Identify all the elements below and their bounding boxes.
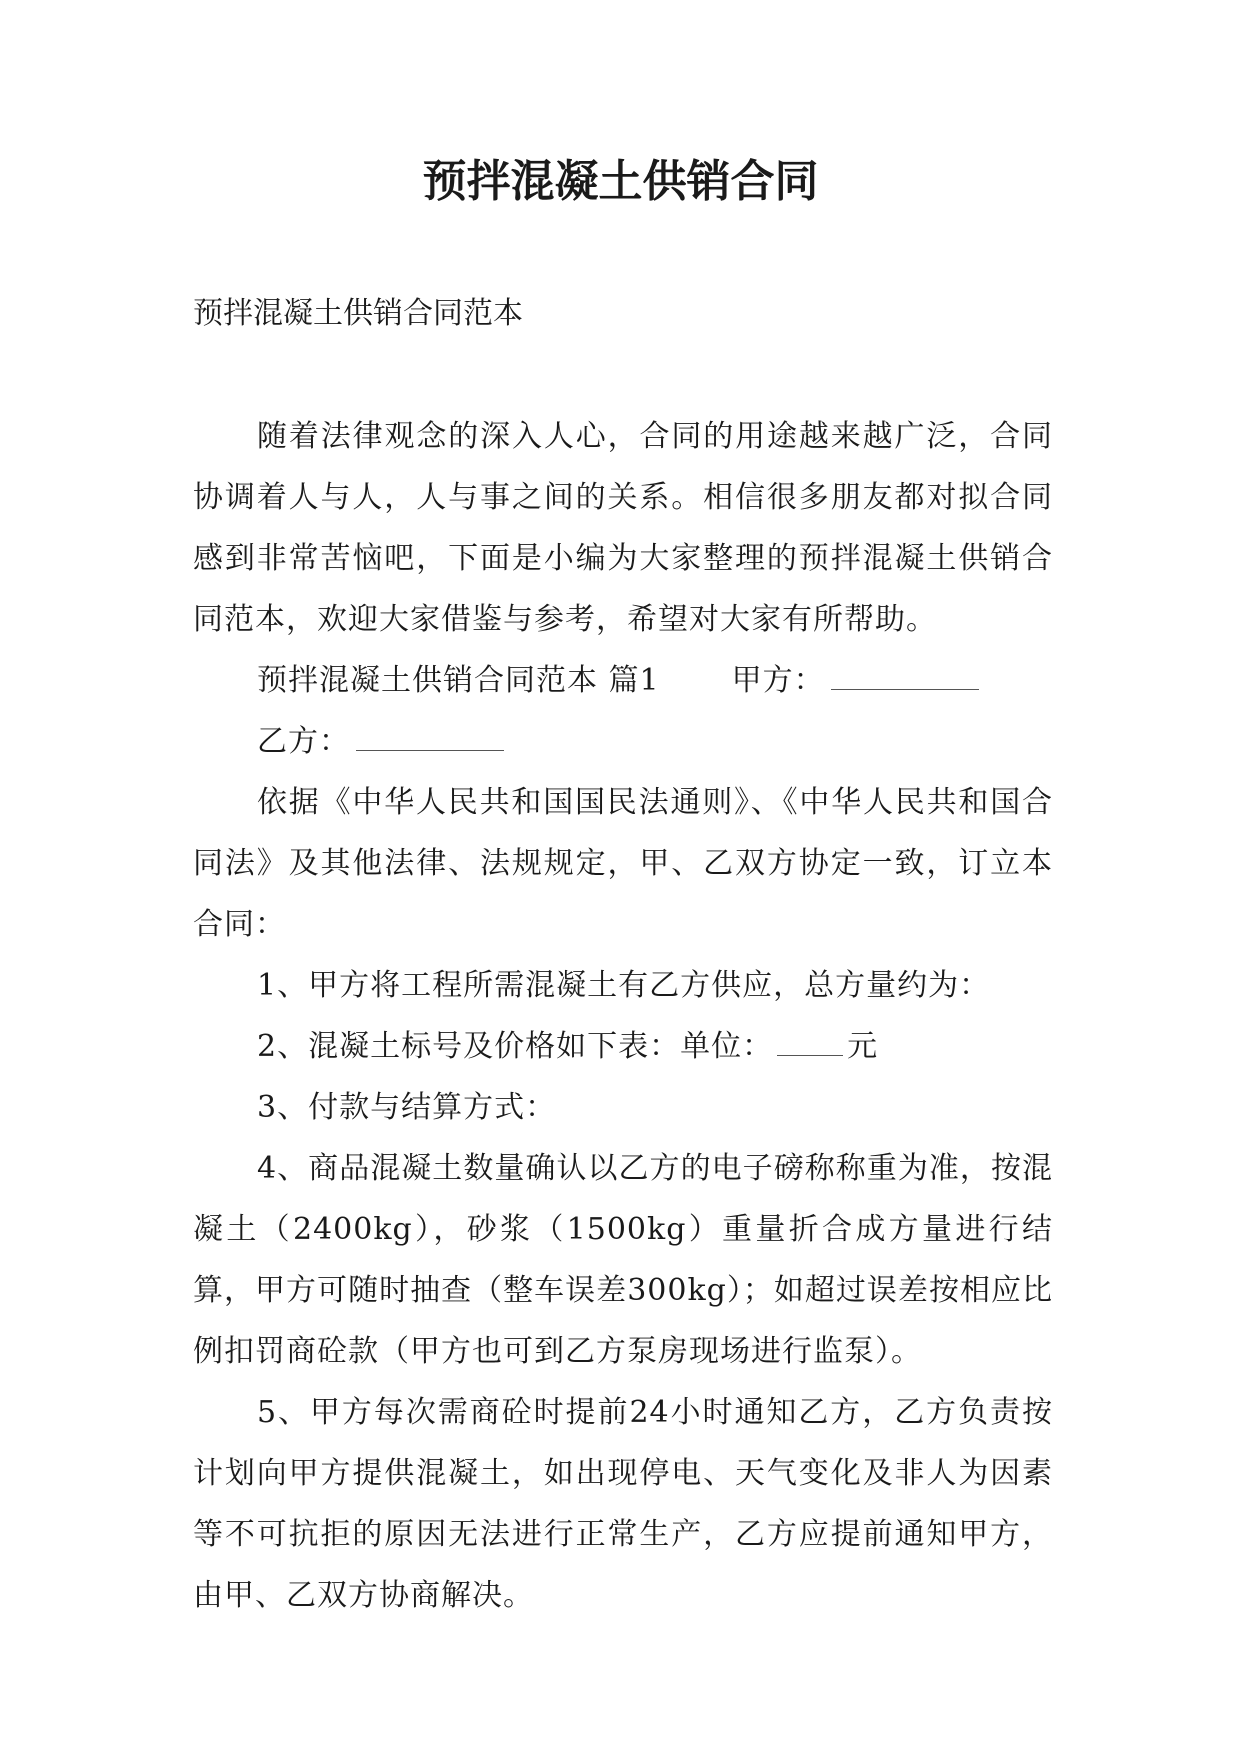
party-a-blank[interactable] (831, 685, 979, 690)
clause-2 (193, 1016, 1053, 1077)
document-body (193, 406, 1053, 1626)
basis-paragraph: 依据《中华人民共和国国民法通则》、《中华人民共和国合同法》及其他法律、法规规定，甲、乙双方协定一致，订立本合同： (193, 785, 1053, 942)
section-heading-line (193, 650, 1053, 711)
intro-paragraph: 随着法律观念的深入人心，合同的用途越来越广泛，合同协调着人与人，人与事之间的关系。相信很多朋友都对拟合同感到非常苦恼吧，下面是小编为大家整理的预拌混凝土供销合同范本，欢迎大家借鉴与参考，希望对大家有所帮助。 (193, 419, 1053, 637)
document-title: 预拌混凝土供销合同 (422, 156, 819, 207)
clause-4: 4、商品混凝土数量确认以乙方的电子磅称称重为准，按混凝土（2400kg），砂浆（1500kg）重量折合成方量进行结算，甲方可随时抽查（整车误差300kg）；如超过误差按相应比例扣罚商砼款（甲方也可到乙方泵房现场进行监泵）。 (193, 1151, 1053, 1369)
clause-5: 5、甲方每次需商砼时提前24小时通知乙方，乙方负责按计划向甲方提供混凝土，如出现停电、天气变化及非人为因素等不可抗拒的原因无法进行正常生产，乙方应提前通知甲方，由甲、乙双方协商解决。 (193, 1395, 1053, 1613)
party-a-label: 甲方： (731, 663, 825, 698)
clause-3: 3、付款与结算方式： (257, 1090, 557, 1125)
document-subtitle: 预拌混凝土供销合同范本 (193, 296, 523, 331)
clause-2-text: 2、混凝土标号及价格如下表：单位： (257, 1029, 774, 1064)
party-b-blank[interactable] (356, 746, 504, 751)
clause-1: 1、甲方将工程所需混凝土有乙方供应，总方量约为： (257, 968, 991, 1003)
party-b-label: 乙方： (257, 724, 350, 759)
clause-2-unit: 元 (847, 1029, 879, 1064)
section-heading: 预拌混凝土供销合同范本 篇1 (257, 663, 660, 698)
party-b-line (193, 711, 1053, 772)
unit-price-blank[interactable] (777, 1051, 843, 1056)
